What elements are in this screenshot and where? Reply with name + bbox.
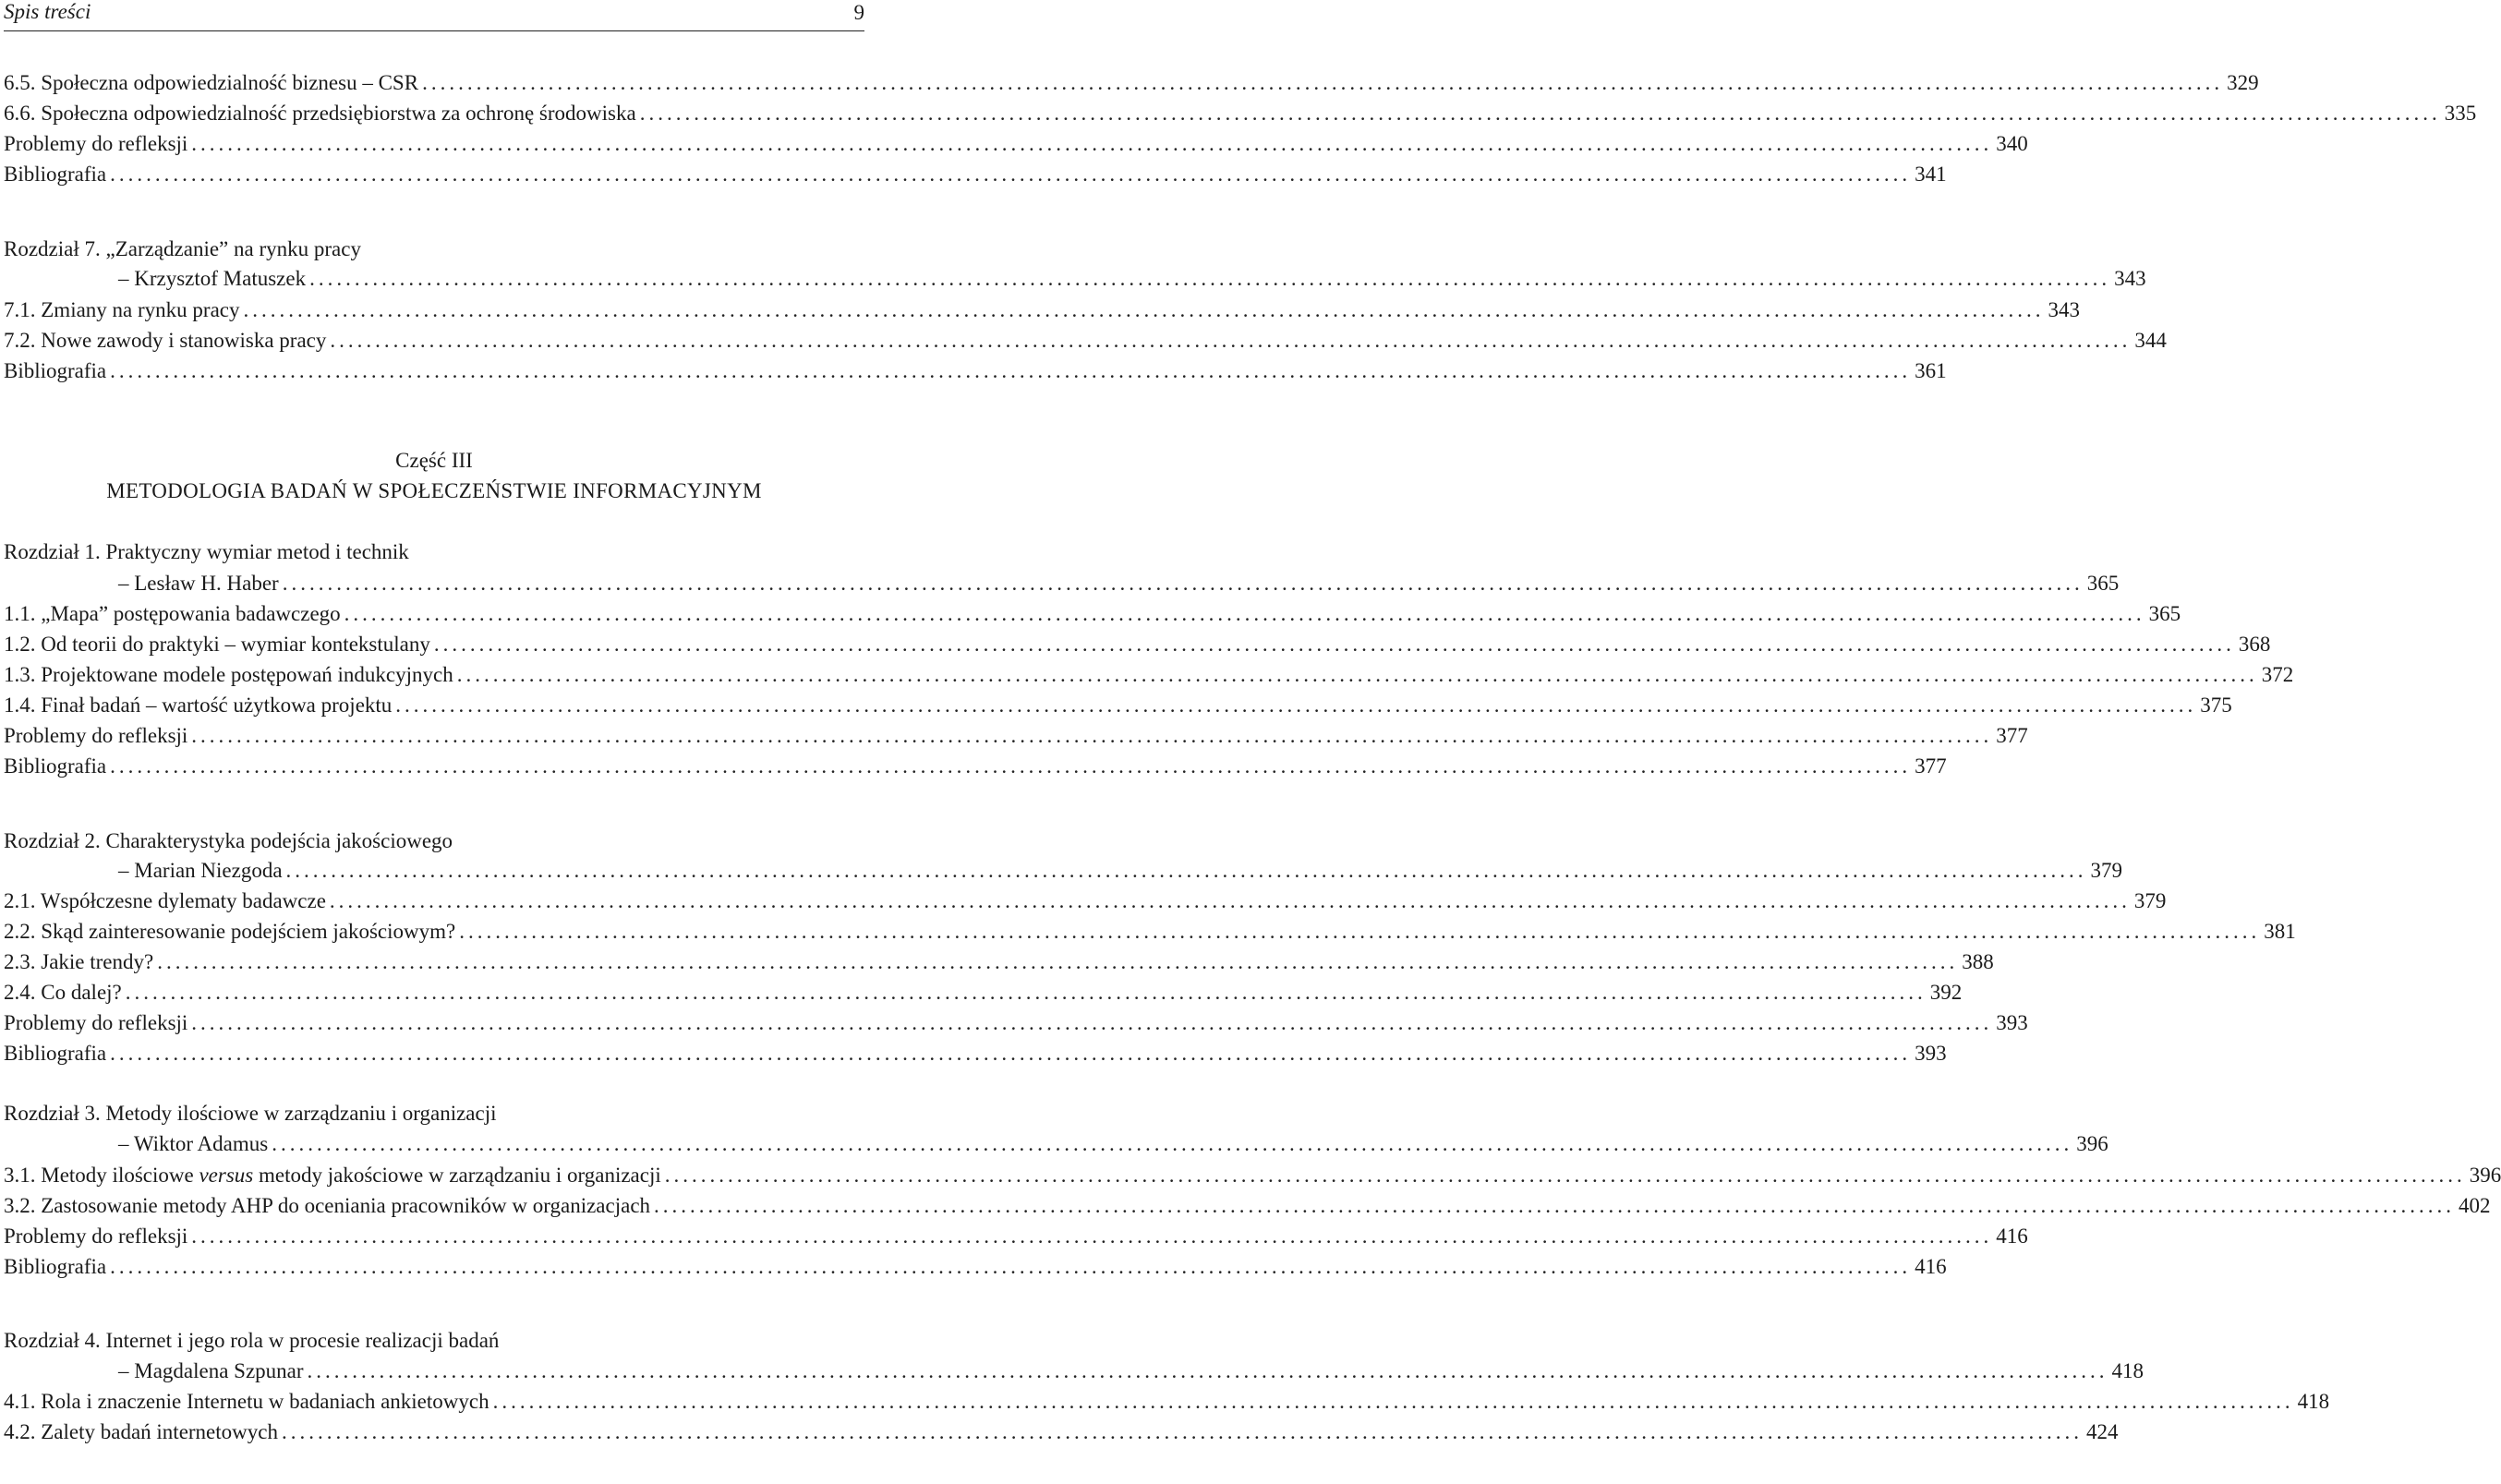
chapter-author: – Wiktor Adamus [118, 1132, 269, 1155]
toc-entry[interactable] [4, 1008, 2028, 1038]
toc-entry-page: 396 [2469, 1164, 2501, 1187]
toc-entry-page: 392 [1929, 981, 1963, 1004]
page-number: 9 [853, 1, 864, 24]
toc-entry-label: 7.2. Nowe zawody i stanowiska pracy [4, 329, 327, 352]
toc-entry-author[interactable] [4, 1129, 2108, 1159]
chapter-heading[interactable]: Rozdział 4. Internet i jego rola w procesie realizacji badań [4, 1329, 500, 1352]
toc-entry[interactable] [4, 887, 2167, 916]
toc-entry-page: 372 [2261, 663, 2294, 686]
toc-entry-author[interactable] [4, 264, 2146, 294]
toc-entry-page: 343 [2114, 267, 2146, 290]
toc-entry-label: 2.2. Skąd zainteresowanie podejściem jakościowym? [4, 920, 456, 943]
toc-entry[interactable] [4, 356, 1947, 386]
toc-entry[interactable] [4, 599, 2181, 629]
toc-entry[interactable] [4, 99, 2477, 128]
toc-entry-page: 381 [2264, 920, 2296, 943]
toc-entry[interactable] [4, 917, 2296, 947]
dot-leader: ........................................................................................................................................................................................................ [110, 1255, 1912, 1278]
toc-entry-page: 418 [2111, 1359, 2145, 1382]
toc-entry[interactable] [4, 1191, 2491, 1221]
toc-entry[interactable] [4, 1161, 2501, 1190]
dot-leader: ........................................................................................................................................................................................................ [191, 1225, 1993, 1248]
dot-leader: ........................................................................................................................................................................................................ [110, 359, 1912, 382]
toc-entry-page: 418 [2297, 1390, 2330, 1413]
toc-entry-label: 6.5. Społeczna odpowiedzialność biznesu – CSR [4, 71, 419, 94]
toc-entry-label: 1.2. Od teorii do praktyki – wymiar kontekstulany [4, 633, 430, 656]
toc-entry[interactable] [4, 1387, 2330, 1417]
toc-entry-page: 377 [1996, 724, 2028, 747]
dot-leader: ........................................................................................................................................................................................................ [125, 981, 1927, 1004]
dot-leader: ........................................................................................................................................................................................................ [422, 71, 2224, 94]
dot-leader: ........................................................................................................................................................................................................ [285, 859, 2087, 882]
toc-entry-page: 402 [2459, 1194, 2491, 1217]
toc-entry-page: 379 [2133, 889, 2167, 912]
part-label: Część III [395, 449, 473, 472]
dot-leader: ........................................................................................................................................................................................................ [281, 1420, 2083, 1443]
dot-leader: ........................................................................................................................................................................................................ [330, 329, 2132, 352]
chapter-author: – Marian Niezgoda [118, 859, 283, 882]
toc-entry-label: Bibliografia [4, 163, 107, 186]
toc-entry-page: 416 [1915, 1255, 1947, 1278]
dot-leader: ........................................................................................................................................................................................................ [664, 1164, 2466, 1187]
chapter-author: – Krzysztof Matuszek [118, 267, 307, 290]
toc-entry-page: 393 [1996, 1011, 2028, 1034]
toc-entry-author[interactable] [4, 1357, 2145, 1386]
dot-leader: ........................................................................................................................................................................................................ [282, 572, 2084, 595]
toc-entry[interactable] [4, 691, 2232, 720]
dot-leader: ........................................................................................................................................................................................................ [329, 889, 2131, 912]
toc-entry[interactable] [4, 296, 2080, 325]
toc-entry-label [4, 1161, 661, 1190]
toc-entry[interactable] [4, 160, 1947, 189]
toc-entry[interactable] [4, 978, 1963, 1007]
dot-leader: ........................................................................................................................................................................................................ [110, 1042, 1912, 1065]
toc-entry[interactable] [4, 721, 2028, 751]
chapter-heading[interactable]: Rozdział 2. Charakterystyka podejścia jakościowego [4, 829, 453, 852]
toc-entry-page: 365 [2086, 572, 2120, 595]
toc-entry-label: 2.3. Jakie trendy? [4, 950, 154, 973]
toc-entry-page: 396 [2076, 1132, 2108, 1155]
toc-entry-label: 6.6. Społeczna odpowiedzialność przedsiębiorstwa za ochronę środowiska [4, 102, 636, 125]
dot-leader: ........................................................................................................................................................................................................ [639, 102, 2441, 125]
chapter-heading[interactable]: Rozdział 3. Metody ilościowe w zarządzaniu i organizacji [4, 1102, 497, 1125]
toc-entry-page: 379 [2090, 859, 2123, 882]
toc-entry-label: 2.1. Współczesne dylematy badawcze [4, 889, 326, 912]
dot-leader: ........................................................................................................................................................................................................ [243, 298, 2045, 321]
toc-entry[interactable] [4, 660, 2294, 690]
toc-entry-label: 4.1. Rola i znaczenie Internetu w badaniach ankietowych [4, 1390, 489, 1413]
toc-entry-page: 416 [1996, 1225, 2028, 1248]
label-italic: versus [199, 1164, 254, 1187]
toc-entry-label: 1.1. „Mapa” postępowania badawczego [4, 602, 341, 625]
dot-leader: ........................................................................................................................................................................................................ [307, 1359, 2108, 1382]
toc-entry-label: Problemy do refleksji [4, 132, 188, 155]
chapter-heading[interactable]: Rozdział 1. Praktyczny wymiar metod i technik [4, 540, 409, 563]
dot-leader: ........................................................................................................................................................................................................ [459, 920, 2261, 943]
part-title: METODOLOGIA BADAŃ W SPOŁECZEŃSTWIE INFORMACYJNYM [106, 479, 762, 502]
running-header-title: Spis treści [4, 0, 91, 23]
toc-entry[interactable] [4, 1418, 2119, 1447]
toc-entry-label: Bibliografia [4, 1042, 107, 1065]
toc-entry-page: 335 [2444, 102, 2477, 125]
dot-leader: ........................................................................................................................................................................................................ [110, 754, 1912, 778]
toc-entry-page: 344 [2134, 329, 2167, 352]
label-suffix: metody jakościowe w zarządzaniu i organizacji [253, 1164, 661, 1187]
toc-entry-label: Bibliografia [4, 1255, 107, 1278]
toc-entry-page: 365 [2148, 602, 2181, 625]
dot-leader: ........................................................................................................................................................................................................ [272, 1132, 2073, 1155]
toc-entry-label: 1.3. Projektowane modele postępowań indukcyjnych [4, 663, 453, 686]
toc-entry-page: 368 [2238, 633, 2271, 656]
toc-entry[interactable] [4, 630, 2271, 659]
toc-entry-page: 343 [2048, 298, 2080, 321]
toc-entry-label: 7.1. Zmiany na rynku pracy [4, 298, 240, 321]
toc-entry-label: 4.2. Zalety badań internetowych [4, 1420, 278, 1443]
chapter-author: – Magdalena Szpunar [118, 1359, 304, 1382]
dot-leader: ........................................................................................................................................................................................................ [395, 694, 2197, 717]
dot-leader: ........................................................................................................................................................................................................ [157, 950, 1959, 973]
toc-entry-page: 375 [2200, 694, 2232, 717]
toc-entry-page: 388 [1962, 950, 1994, 973]
toc-entry-label: Problemy do refleksji [4, 1225, 188, 1248]
toc-entry-label: 1.4. Finał badań – wartość użytkowa projektu [4, 694, 393, 717]
dot-leader: ........................................................................................................................................................................................................ [309, 267, 2111, 290]
toc-entry-page: 361 [1915, 359, 1947, 382]
toc-entry-page: 341 [1915, 163, 1947, 186]
toc-entry-author[interactable] [4, 569, 2120, 598]
toc-entry[interactable] [4, 1222, 2028, 1251]
toc-entry[interactable] [4, 68, 2259, 98]
toc-entry-page: 393 [1915, 1042, 1947, 1065]
toc-entry-page: 329 [2227, 71, 2259, 94]
toc-entry[interactable] [4, 326, 2167, 356]
toc-entry-author[interactable] [4, 856, 2123, 886]
label-prefix: 3.1. Metody ilościowe [4, 1164, 199, 1187]
chapter-author: – Lesław H. Haber [118, 572, 279, 595]
running-header [4, 0, 864, 31]
toc-entry-label: Problemy do refleksji [4, 724, 188, 747]
dot-leader: ........................................................................................................................................................................................................ [433, 633, 2235, 656]
dot-leader: ........................................................................................................................................................................................................ [110, 163, 1912, 186]
dot-leader: ........................................................................................................................................................................................................ [191, 724, 1993, 747]
toc-entry[interactable] [4, 129, 2028, 159]
toc-entry[interactable] [4, 947, 1994, 977]
toc-entry-label: 3.2. Zastosowanie metody AHP do oceniania pracowników w organizacjach [4, 1194, 651, 1217]
toc-entry-label: Bibliografia [4, 359, 107, 382]
dot-leader: ........................................................................................................................................................................................................ [191, 132, 1993, 155]
toc-entry-page: 377 [1915, 754, 1947, 778]
toc-entry[interactable] [4, 1252, 1947, 1282]
toc-entry-label: Problemy do refleksji [4, 1011, 188, 1034]
dot-leader: ........................................................................................................................................................................................................ [654, 1194, 2456, 1217]
toc-entry[interactable] [4, 752, 1947, 781]
dot-leader: ........................................................................................................................................................................................................ [191, 1011, 1993, 1034]
chapter-heading[interactable]: Rozdział 7. „Zarządzanie” na rynku pracy [4, 237, 361, 260]
dot-leader: ........................................................................................................................................................................................................ [492, 1390, 2294, 1413]
toc-entry[interactable] [4, 1039, 1947, 1068]
dot-leader: ........................................................................................................................................................................................................ [456, 663, 2258, 686]
toc-entry-page: 424 [2085, 1420, 2119, 1443]
dot-leader: ........................................................................................................................................................................................................ [344, 602, 2145, 625]
toc-entry-label: 2.4. Co dalej? [4, 981, 122, 1004]
toc-entry-label: Bibliografia [4, 754, 107, 778]
toc-entry-page: 340 [1996, 132, 2028, 155]
